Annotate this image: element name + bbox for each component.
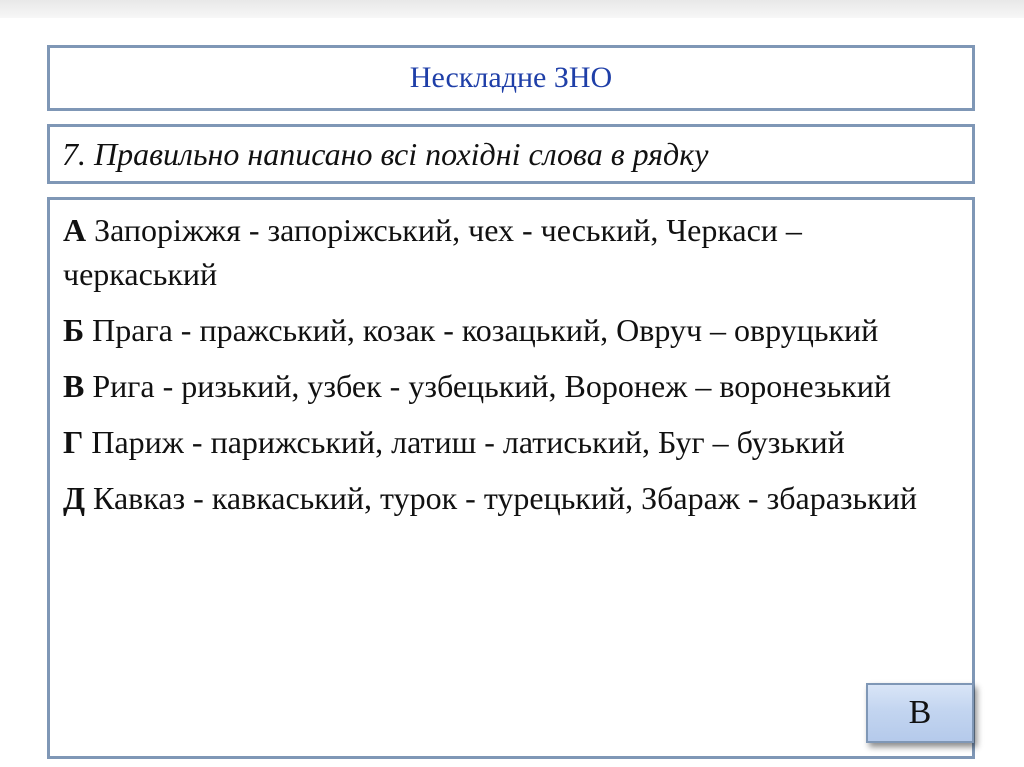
option-b-letter: Б [63,312,85,348]
option-v-text: Рига - ризький, узбек - узбецький, Воронеж – воронезький [84,368,891,404]
option-d-text: Кавказ - кавкаський, турок - турецький, Збараж - збаразький [85,480,917,516]
top-strip [0,0,1024,18]
option-g-text: Париж - парижський, латиш - латиський, Буг – бузький [83,424,845,460]
option-v [63,364,960,408]
answer-button[interactable] [866,683,974,743]
option-a-letter: А [63,212,87,248]
question-box [47,124,975,184]
option-d-letter: Д [63,480,86,516]
title-box [47,45,975,111]
question-text: 7. Правильно написано всі похідні слова в рядку [62,136,709,172]
option-v-letter: В [63,368,85,404]
option-a [63,208,960,296]
option-g-letter: Г [63,424,84,460]
option-b-text: Прага - пражський, козак - козацький, Овруч – овруцький [84,312,879,348]
answer-text: В [908,694,932,731]
option-g [63,420,960,464]
option-b [63,308,960,352]
slide-title: Нескладне ЗНО [409,61,613,94]
option-a-text: Запоріжжя - запоріжський, чех - чеський, Черкаси – черкаський [63,212,802,292]
options-box [47,197,975,759]
option-d [63,476,960,520]
